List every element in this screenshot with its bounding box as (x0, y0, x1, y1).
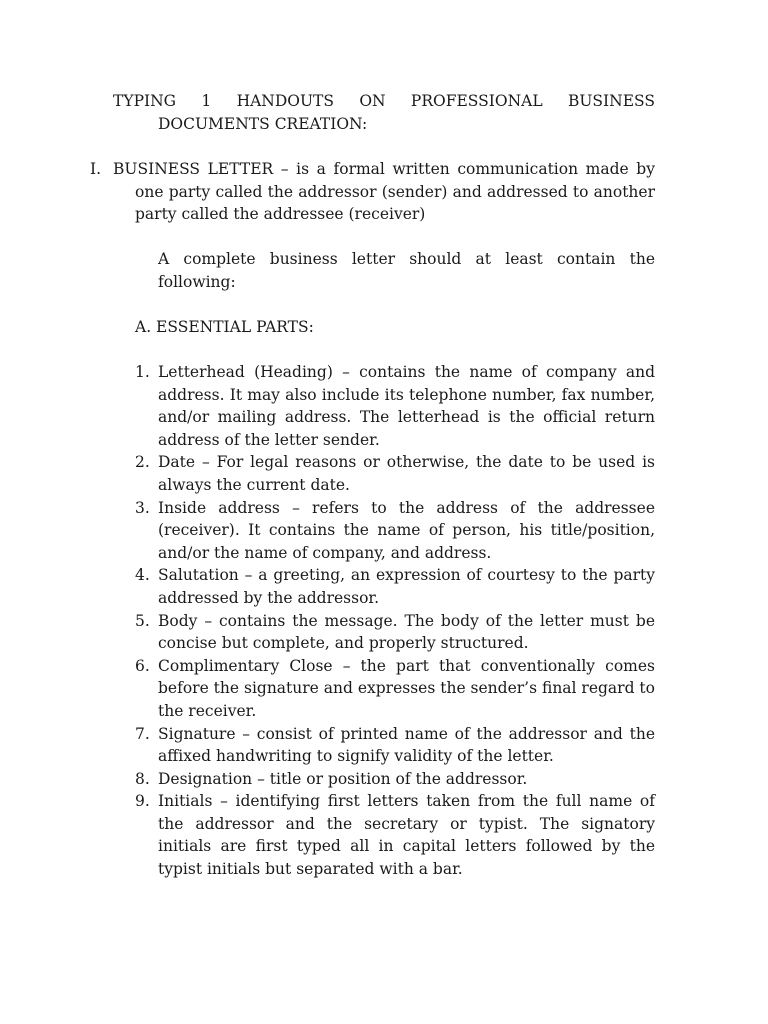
item-text: Initials – identifying first letters taken from the full name of the addressor and the secretary or typist. The signatory initials are first typed all in capital letters followed by the typist initials but separated with a bar. (158, 792, 655, 879)
list-item (135, 768, 655, 791)
item-number: 6. (135, 656, 150, 675)
list-item (135, 564, 655, 609)
essential-parts-heading: A. ESSENTIAL PARTS: (135, 318, 314, 336)
item-number: 7. (135, 724, 150, 743)
section-business-letter (90, 158, 655, 226)
item-text: Body – contains the message. The body of the letter must be concise but complete, and properly structured. (158, 611, 655, 653)
item-text: Designation – title or position of the addressor. (158, 769, 528, 788)
list-item (135, 655, 655, 723)
item-number: 4. (135, 566, 150, 585)
item-text: Complimentary Close – the part that conventionally comes before the signature and expresses the sender’s final regard to the receiver. (158, 656, 655, 720)
item-text: Letterhead (Heading) – contains the name of company and address. It may also include its telephone number, fax number, and/or mailing address. The letterhead is the official return address of the letter sender. (158, 363, 655, 449)
list-item (135, 723, 655, 768)
item-number: 8. (135, 769, 150, 788)
item-text: Signature – consist of printed name of the addressor and the affixed handwriting to signify validity of the letter. (158, 724, 655, 766)
item-number: 1. (135, 363, 150, 381)
intro-paragraph: A complete business letter should at least contain the following: (158, 250, 655, 291)
item-number: 2. (135, 453, 150, 472)
essential-parts-list (135, 361, 655, 881)
item-text: Salutation – a greeting, an expression of courtesy to the party addressed by the addressor. (158, 566, 655, 607)
section-definition: BUSINESS LETTER – is a formal written communication made by one party called the addressor (sender) and addressed to another party called the addressee (receiver) (113, 160, 655, 224)
item-number: 5. (135, 611, 150, 630)
item-number: 3. (135, 498, 150, 517)
list-item (135, 451, 655, 496)
section-number: I. (90, 160, 102, 178)
title-line-2: DOCUMENTS CREATION: (158, 114, 368, 133)
item-text: Date – For legal reasons or otherwise, the date to be used is always the current date. (158, 453, 655, 494)
item-text: Inside address – refers to the address of the addressee (receiver). It contains the name of person, his title/position, and/or the name of company, and address. (158, 498, 655, 562)
list-item (135, 361, 655, 451)
list-item (135, 497, 655, 565)
document-title (113, 90, 655, 135)
item-number: 9. (135, 792, 150, 811)
title-line-1: TYPING 1 HANDOUTS ON PROFESSIONAL BUSINESS (113, 92, 655, 110)
list-item (135, 610, 655, 655)
list-item (135, 790, 655, 880)
